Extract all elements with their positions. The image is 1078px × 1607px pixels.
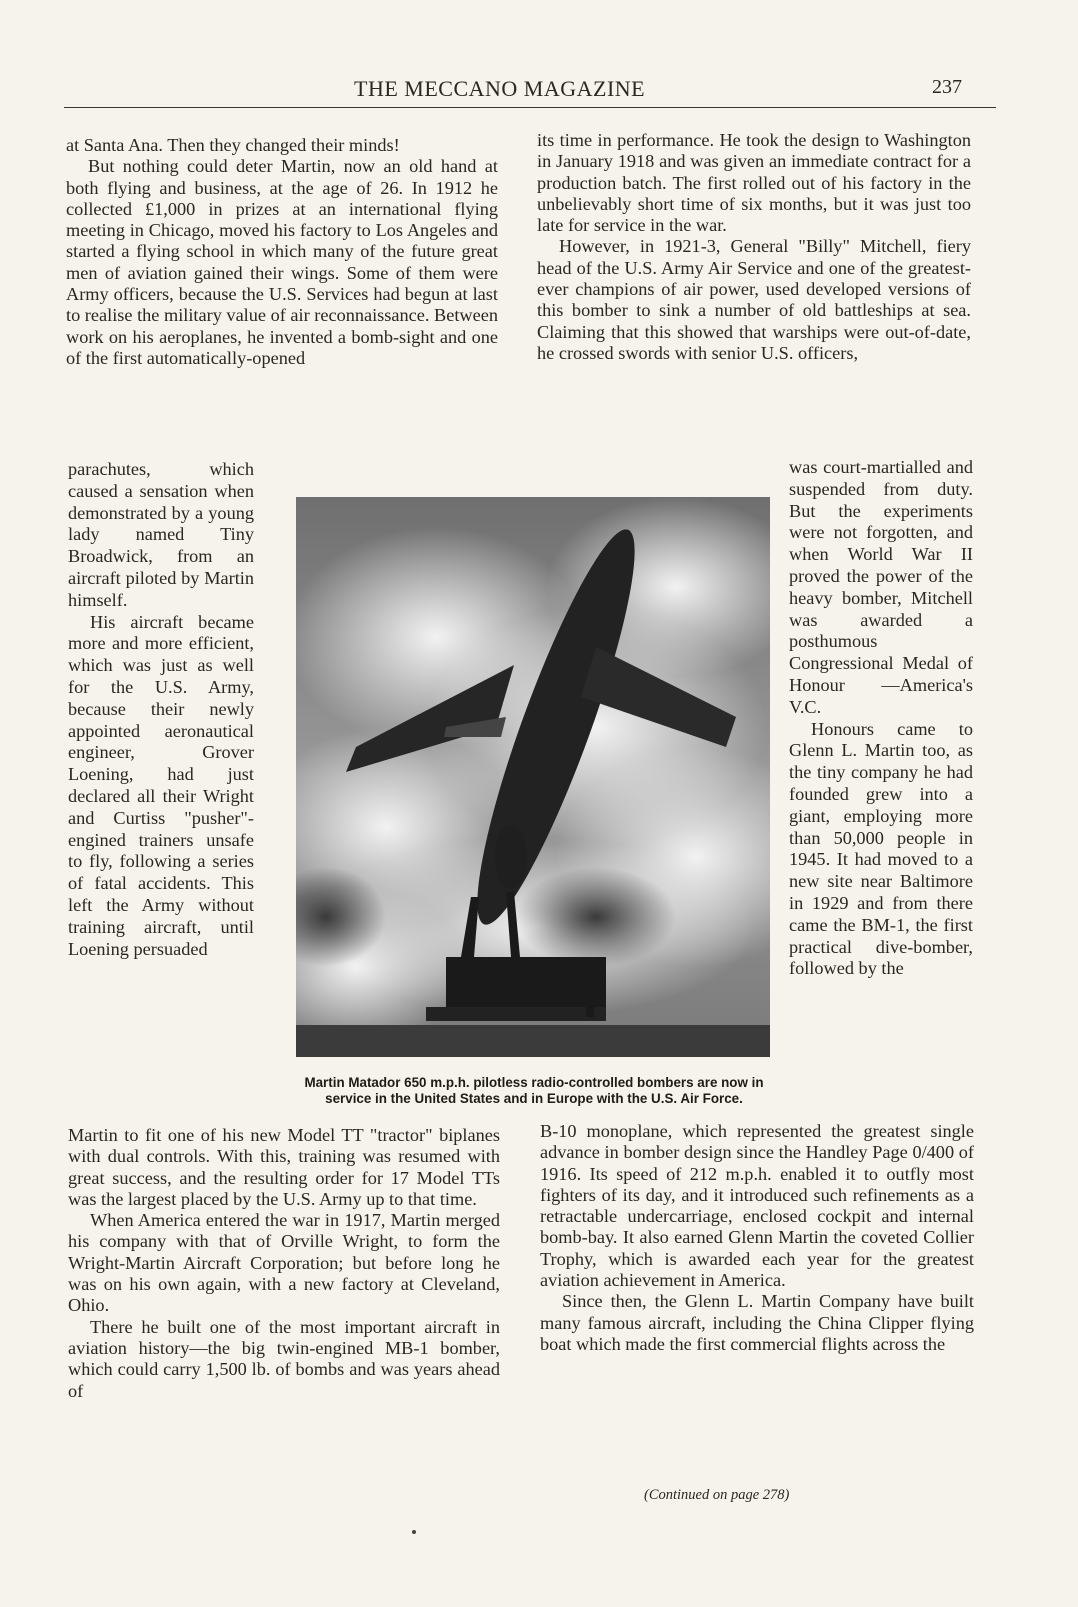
paragraph: its time in performance. He took the design to Washington in January 1918 and was given an immediate contract for a production batch. The first rolled out of his factory in the unbelievably short time of six months, but it was just too late for service in the war.	[537, 130, 971, 236]
page-mark	[412, 1530, 416, 1534]
right-column-top	[537, 130, 971, 364]
left-column-bottom	[68, 1125, 500, 1402]
paragraph: However, in 1921-3, General "Billy" Mitchell, fiery head of the U.S. Army Air Service and one of the greatest-ever champions of air power, used developed versions of this bomber to sink a number of old battleships at sea. Claiming that this showed that warships were out-of-date, he crossed swords with senior U.S. officers,	[537, 236, 971, 363]
page-number: 237	[932, 76, 962, 98]
continued-note: (Continued on page 278)	[644, 1487, 790, 1503]
paragraph: But nothing could deter Martin, now an old hand at both flying and business, at the age of 26. In 1912 he collected £1,000 in prizes at an international flying meeting in Chicago, moved his factory to Los Angeles and started a flying school in which many of the future great men of aviation gained their wings. Some of them were Army officers, because the U.S. Services had begun at last to realise the military value of air reconnaissance. Between work on his aeroplanes, he invented a bomb-sight and one of the first automatically-opened	[66, 156, 498, 368]
left-column-narrow	[68, 459, 254, 960]
paragraph: Since then, the Glenn L. Martin Company have built many famous aircraft, including the China Clipper flying boat which made the first commercial flights across the	[540, 1291, 974, 1354]
header-rule	[64, 107, 996, 108]
paragraph: parachutes, which caused a sensation when demonstrated by a young lady named Tiny Broadwick, from an aircraft piloted by Martin himself.	[68, 459, 254, 610]
right-column-narrow	[789, 457, 973, 980]
page-header-title: THE MECCANO MAGAZINE	[354, 76, 646, 101]
paragraph: was court-martialled and suspended from duty. But the experiments were not forgotten, and when World War II proved the power of the heavy bomber, Mitchell was awarded a posthumous Congressional Medal of Honour —America's V.C.	[789, 457, 973, 717]
right-column-bottom	[540, 1121, 974, 1355]
paragraph: B-10 monoplane, which represented the greatest single advance in bomber design since the Handley Page 0/400 of 1916. Its speed of 212 m.p.h. enabled it to outfly most fighters of its day, and it introduced such refinements as a retractable undercarriage, enclosed cockpit and internal bomb-bay. It also earned Glenn Martin the coveted Collier Trophy, which is awarded each year for the greatest aviation achievement in America.	[540, 1121, 974, 1291]
matador-photo	[296, 497, 770, 1057]
paragraph: When America entered the war in 1917, Martin merged his company with that of Orville Wright, to form the Wright-Martin Aircraft Corporation; but before long he was on his own again, with a new factory at Cleveland, Ohio.	[68, 1210, 500, 1316]
photo-caption: Martin Matador 650 m.p.h. pilotless radio-controlled bombers are now in service in the United States and in Europe with the U.S. Air Force.	[304, 1075, 764, 1106]
paragraph: Martin to fit one of his new Model TT "tractor" biplanes with dual controls. With this, training was resumed with great success, and the resulting order for 17 Model TTs was the largest placed by the U.S. Army up to that time.	[68, 1125, 500, 1209]
paragraph: at Santa Ana. Then they changed their minds!	[66, 135, 400, 155]
paragraph: His aircraft became more and more efficient, which was just as well for the U.S. Army, because their newly appointed aeronautical engineer, Grover Loening, had just declared all their Wright and Curtiss "pusher"-engined trainers unsafe to fly, following a series of fatal accidents. This left the Army without training aircraft, until Loening persuaded	[68, 611, 254, 959]
paragraph: There he built one of the most important aircraft in aviation history—the big twin-engined MB-1 bomber, which could carry 1,500 lb. of bombs and was years ahead of	[68, 1316, 500, 1401]
paragraph: Honours came to Glenn L. Martin too, as the tiny company he had founded grew into a giant, employing more than 50,000 people in 1945. It had moved to a new site near Baltimore in 1929 and from there came the BM-1, the first practical dive-bomber, followed by the	[789, 718, 973, 979]
left-column-top	[66, 135, 498, 369]
